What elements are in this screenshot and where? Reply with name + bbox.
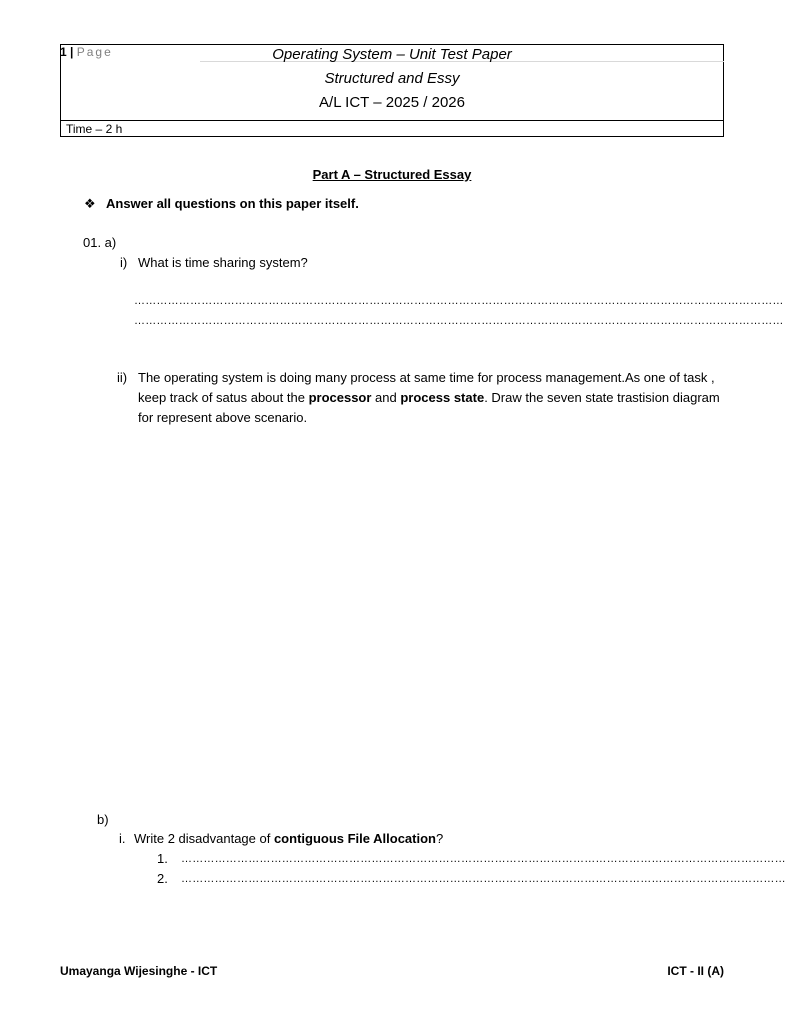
q1-ii-text: The operating system is doing many process at same time for process management.As one of task , keep track of satus about the processor and process state. Draw the seven state trastision diagram for represent above scenario. <box>138 370 720 425</box>
paper-year: A/L ICT – 2025 / 2026 <box>319 94 465 111</box>
footer-author: Umayanga Wijesinghe - ICT <box>60 964 218 978</box>
part-a-title: Part A – Structured Essay <box>312 167 472 182</box>
page-number-value: 1 <box>60 45 67 59</box>
instruction <box>84 196 359 212</box>
instruction-text: Answer all questions on this paper itself. <box>106 196 359 211</box>
paper-subtitle: Structured and Essy <box>324 70 460 87</box>
page-separator: | <box>70 45 74 59</box>
q1-b-label: b) <box>97 812 109 827</box>
footer-subject: ICT - II (A) <box>667 964 724 978</box>
page-word: Page <box>76 45 113 59</box>
paper-title: Operating System – Unit Test Paper <box>272 46 512 63</box>
q1-label: 01. a) <box>83 235 117 250</box>
q1-ii-label: ii) <box>117 370 128 385</box>
q1-i-label: i) <box>120 255 128 270</box>
diagram-drawing-area[interactable] <box>138 440 724 800</box>
q1-i-text: What is time sharing system? <box>138 255 308 270</box>
answer-line[interactable]: ……………………………………………………………………………………………………………………………………………… <box>181 873 786 885</box>
q1-b-i-text: Write 2 disadvantage of contiguous File Allocation? <box>134 831 444 846</box>
time-allowed: Time – 2 h <box>66 122 123 136</box>
answer-line[interactable]: ……………………………………………………………………………………………………………………………………………… <box>181 853 786 865</box>
answer-line[interactable]: ………………………………………………………………………………………………………………………………………………………… <box>134 315 784 327</box>
q1-b-item-2-label: 2. <box>157 871 168 886</box>
q1-b-item-1-label: 1. <box>157 851 168 866</box>
header-divider <box>61 120 723 121</box>
diamond-bullet-icon: ❖ <box>84 196 96 211</box>
answer-line[interactable]: ………………………………………………………………………………………………………………………………………………………… <box>134 295 784 307</box>
q1-b-i-label: i. <box>119 831 126 846</box>
